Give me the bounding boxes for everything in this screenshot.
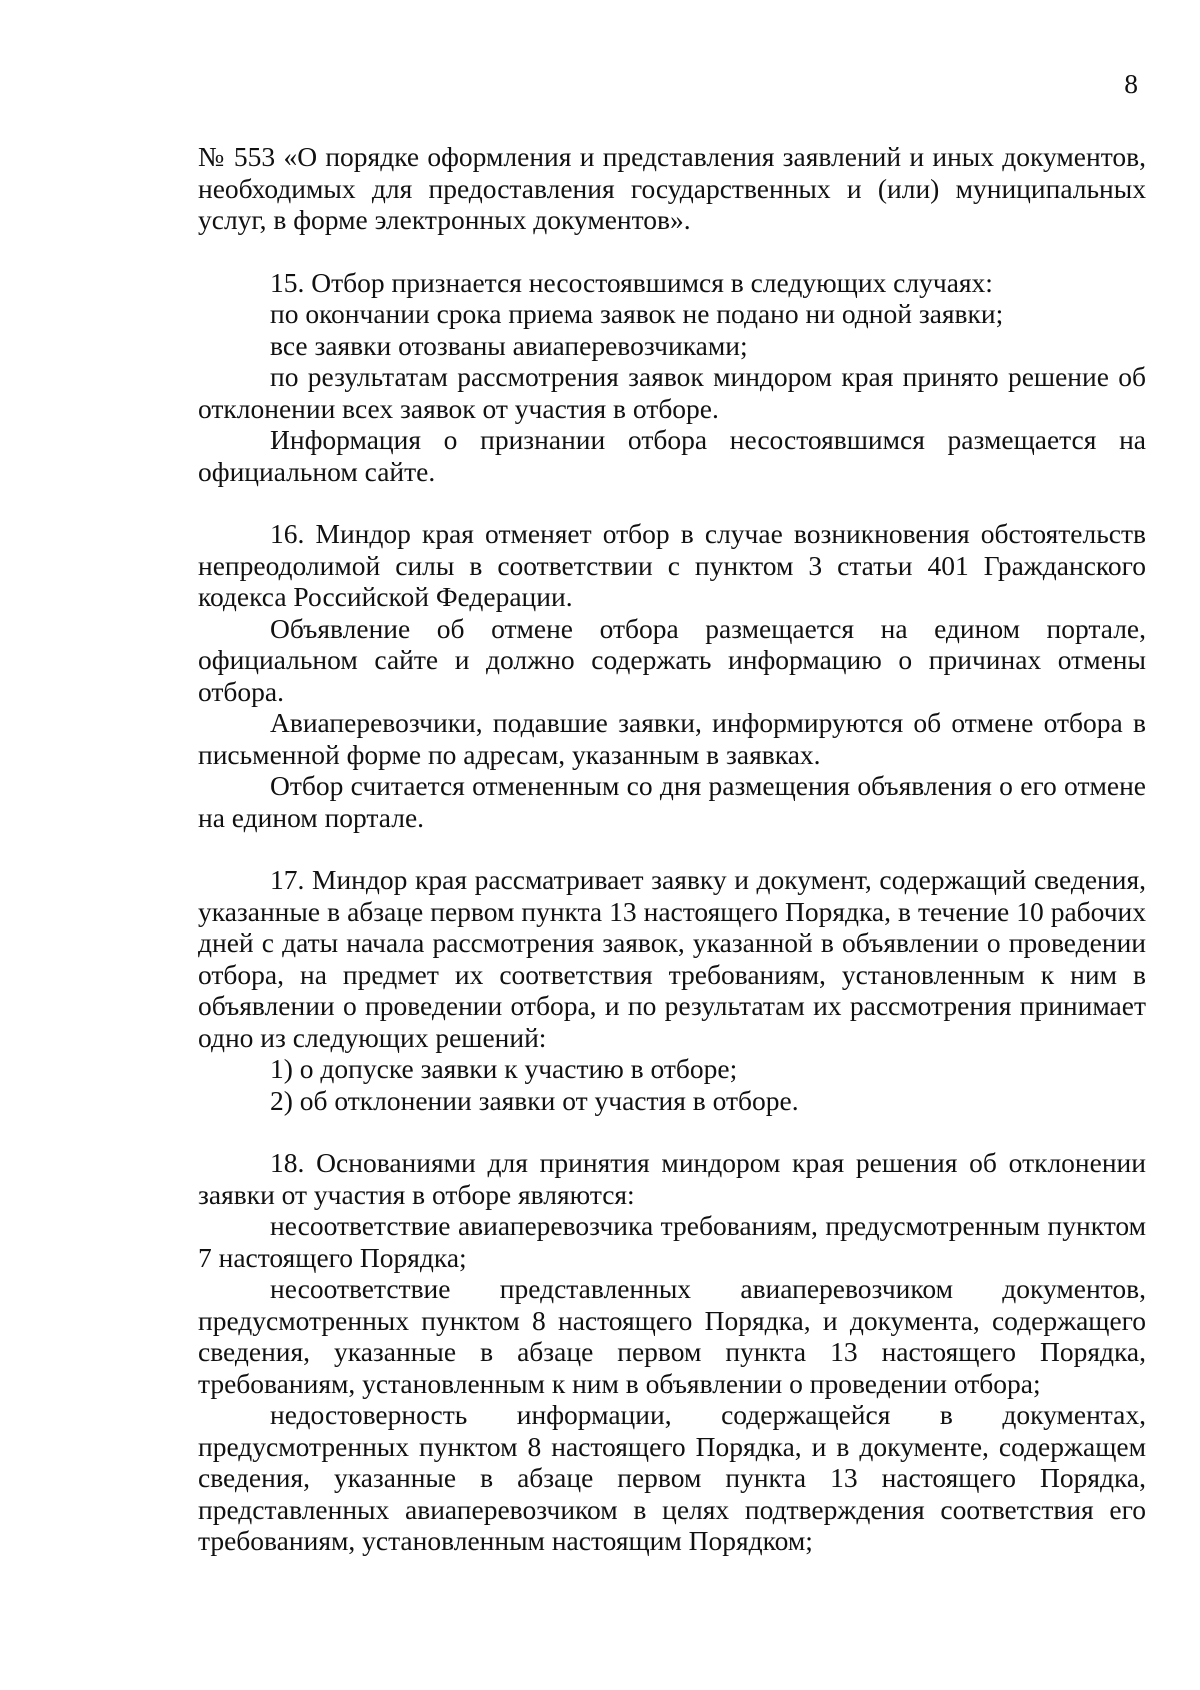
clause-16-cancellation-date: Отбор считается отмененным со дня размещения объявления о его отмене на едином портале.: [198, 770, 1146, 833]
paragraph-continuation: № 553 «О порядке оформления и представления заявлений и иных документов, необходимых для предоставления государственных и (или) муниципальных услуг, в форме электронных документов».: [198, 141, 1146, 235]
clause-15-info: Информация о признании отбора несостоявшимся размещается на официальном сайте.: [198, 424, 1146, 487]
clause-16-heading: 16. Миндор края отменяет отбор в случае возникновения обстоятельств непреодолимой силы в соответствии с пунктом 3 статьи 401 Гражданского кодекса Российской Федерации.: [198, 518, 1146, 612]
document-body: [198, 141, 1146, 1557]
clause-18-ground-3: недостоверность информации, содержащейся в документах, предусмотренных пунктом 8 настоящего Порядка, и в документе, содержащем сведения, указанные в абзаце первом пункта 13 настоящего Порядка, представленных авиаперевозчиком в целях подтверждения соответствия его требованиям, установленным настоящим Порядком;: [198, 1399, 1146, 1556]
clause-17-decision-2: 2) об отклонении заявки от участия в отборе.: [270, 1084, 799, 1116]
page-number: 8: [1124, 68, 1138, 99]
clause-18-ground-1: несоответствие авиаперевозчика требованиям, предусмотренным пунктом 7 настоящего Порядка;: [198, 1210, 1146, 1273]
clause-15-case-2: все заявки отозваны авиаперевозчиками;: [270, 329, 748, 361]
clause-18-ground-2: несоответствие представленных авиаперевозчиком документов, предусмотренных пунктом 8 настоящего Порядка, и документа, содержащего сведения, указанные в абзаце первом пункта 13 настоящего Порядка, требованиям, установленным к ним в объявлении о проведении отбора;: [198, 1273, 1146, 1399]
clause-15-case-3: по результатам рассмотрения заявок миндором края принято решение об отклонении всех заявок от участия в отборе.: [198, 361, 1146, 424]
clause-17-decision-1: 1) о допуске заявки к участию в отборе;: [270, 1053, 738, 1084]
clause-17-heading: 17. Миндор края рассматривает заявку и документ, содержащий сведения, указанные в абзаце первом пункта 13 настоящего Порядка, в течение 10 рабочих дней с даты начала рассмотрения заявок, указанной в объявлении о проведении отбора, на предмет их соответствия требованиям, установленным к ним в объявлении о проведении отбора, и по результатам их рассмотрения принимает одно из следующих решений:: [198, 864, 1146, 1053]
clause-16-announcement: Объявление об отмене отбора размещается на едином портале, официальном сайте и должно содержать информацию о причинах отмены отбора.: [198, 612, 1146, 707]
clause-15-heading: 15. Отбор признается несостоявшимся в следующих случаях:: [270, 266, 993, 298]
clause-18-heading: 18. Основаниями для принятия миндором края решения об отклонении заявки от участия в отборе являются:: [198, 1147, 1146, 1210]
clause-15-case-1: по окончании срока приема заявок не подано ни одной заявки;: [270, 298, 1004, 329]
clause-16-notification: Авиаперевозчики, подавшие заявки, информируются об отмене отбора в письменной форме по адресам, указанным в заявках.: [198, 707, 1146, 770]
